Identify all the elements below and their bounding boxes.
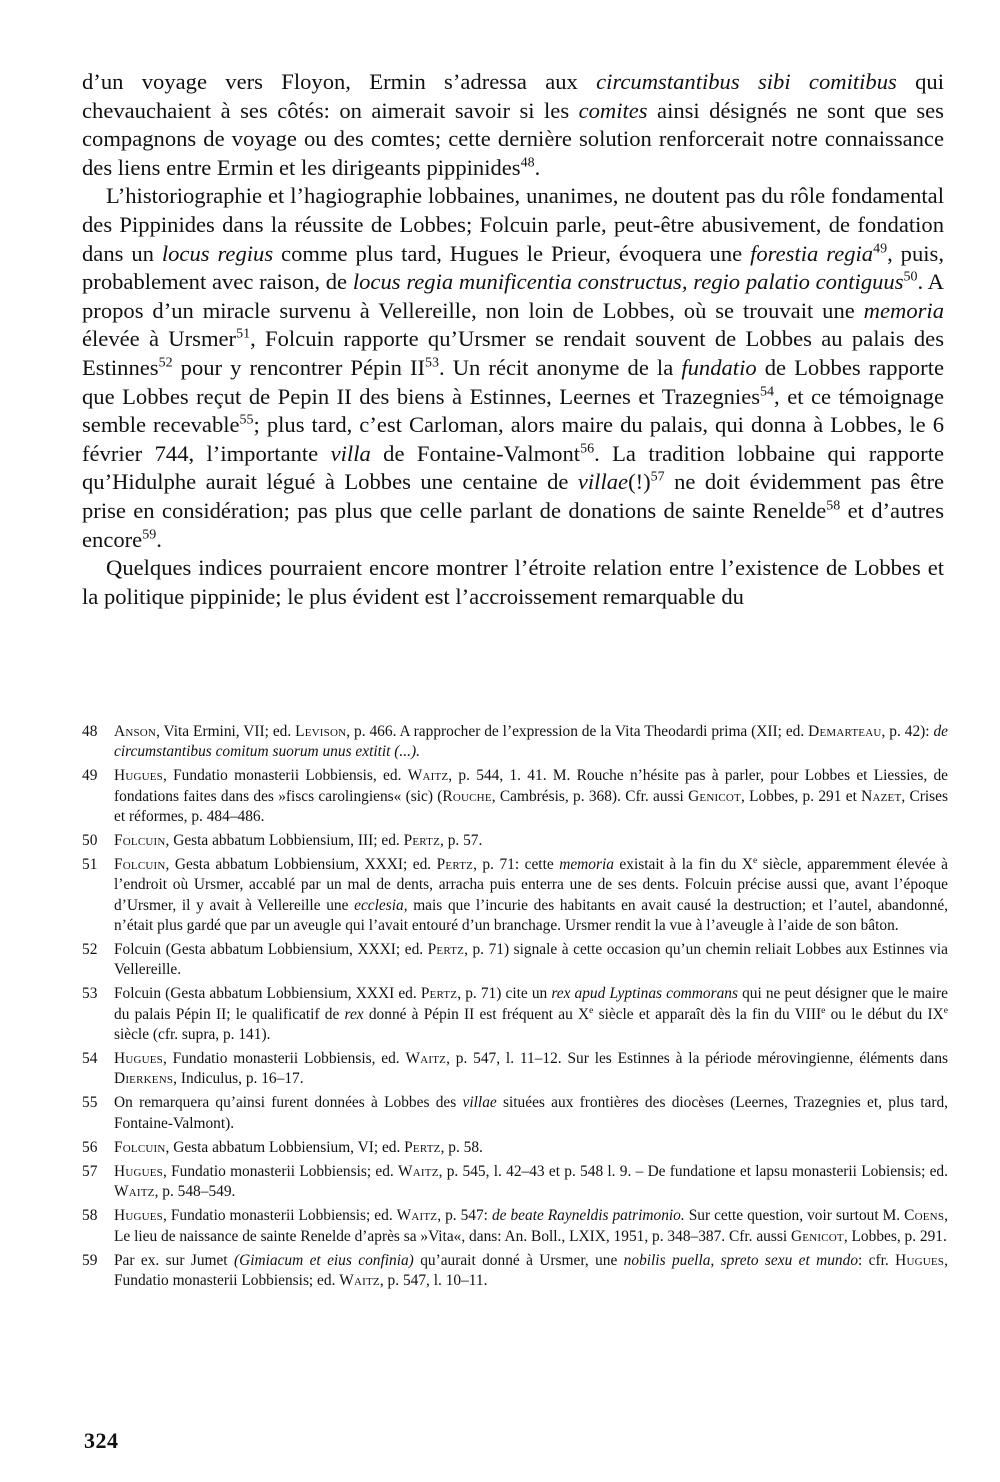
text-run: qui chevauchaient à ses côtés: on aimerait savoir si les (82, 69, 944, 123)
text-run: Par ex. sur Jumet (114, 1251, 234, 1269)
text-run: , Folcuin rapporte qu’Ursmer se rendait souvent de Lobbes au palais des Estinnes (82, 326, 944, 380)
text-run: , Fundatio monasterii Lobbiensis, ed. (162, 767, 408, 785)
text-run: Folcuin (Gesta abbatum Lobbiensium, XXXI; ed. (114, 941, 428, 959)
text-run: , Crises et réformes, p. 484–486. (114, 787, 948, 825)
footnote-text (114, 1094, 948, 1131)
text-run: siècle, apparemment élevée à l’endroit où Ursmer, accablé par un mal de dents, arracha puis enterra une de ses dents. Folcuin précise aussi que, avant l’époque d’Ursmer, il y avait à Vellereille une (114, 856, 949, 914)
author-name: Nazet (861, 787, 902, 805)
text-run: , p. 71: cette (473, 856, 560, 874)
author-name: Pertz (403, 832, 440, 850)
footnote-54 (82, 1049, 948, 1089)
note-reference: e (943, 1004, 949, 1016)
footnote-text (114, 723, 948, 760)
author-name: Waitz (398, 1163, 439, 1181)
text-run: , Vita Ermini, VII; ed. (156, 723, 296, 740)
italic-text: fundatio (681, 354, 757, 380)
italic-text: memoria (559, 856, 614, 874)
author-name: Dierkens (114, 1070, 174, 1088)
text-run: donné à Pépin II est fréquent au X (363, 1005, 590, 1023)
footnote-56 (82, 1138, 948, 1158)
text-run: qui ne peut désigner que le maire du palais Pépin II; le qualificatif de (114, 985, 948, 1023)
footnote-number: 50 (82, 832, 98, 850)
note-reference: 55 (239, 412, 254, 428)
author-name: Pertz (427, 941, 465, 959)
text-run: , Fundatio monasterii Lobbiensis; ed. (162, 1163, 399, 1181)
text-run: , Fundatio monasterii Lobbiensis, ed. (162, 1050, 406, 1068)
author-name: Waitz (396, 1207, 438, 1225)
text-run: ; plus tard, c’est Carloman, alors maire du palais, qui donna à Lobbes, le 6 février 744, l’importante (82, 412, 944, 466)
footnote-text (114, 1163, 948, 1200)
author-name: Levison (295, 723, 347, 740)
footnote-49 (82, 766, 948, 827)
author-name: Anson (114, 723, 157, 740)
footnote-number: 49 (82, 767, 98, 785)
footnote-text (114, 985, 948, 1042)
note-reference: 56 (580, 441, 595, 457)
footnote-50 (82, 831, 948, 851)
text-run: et d’autres encore (82, 497, 944, 552)
italic-text: rex apud Lyptinas commorans (551, 985, 738, 1003)
author-name: Pertz (436, 856, 474, 874)
author-name: Folcuin (114, 1138, 166, 1156)
footnotes-section (82, 722, 948, 1295)
footnote-48 (82, 722, 948, 762)
note-reference: 52 (158, 355, 173, 371)
text-run: , Gesta abbatum Lobbiensium, XXXI; ed. (165, 856, 437, 874)
footnote-text (114, 1207, 948, 1244)
text-run: siècle et apparaît dès la fin du VIII (593, 1005, 822, 1023)
text-run: de Lobbes rapporte que Lobbes reçut de Pepin II des biens à Estinnes, Leernes et Trazegnies (82, 354, 944, 409)
italic-text: ecclesia (354, 896, 404, 914)
text-run: , mais que l’incurie des habitants en avait causé la destruction; et l’autel, abandonné, n’était plus gardé que par un aveugle qui l’avait entouré d’un branchage. Ursmer rendit la vue à l’aveugle à l’aide de son bâton. (114, 896, 949, 934)
footnote-text (114, 1252, 948, 1289)
text-run: comme plus tard, Hugues le Prieur, évoquera une (273, 240, 751, 266)
footnote-number: 56 (82, 1138, 98, 1156)
author-name: Waitz (405, 1050, 447, 1068)
text-run: , Lobbes, p. 291 et (740, 787, 862, 805)
note-reference: 49 (873, 241, 888, 257)
italic-text: nobilis puella, spreto sexu et mundo (623, 1251, 859, 1269)
page-number: 324 (84, 1428, 119, 1453)
note-reference: 57 (650, 469, 665, 485)
italic-text: circumstantibus sibi comitibus (596, 69, 897, 94)
text-run: , p. 71) signale à cette occasion qu’un chemin reliait Lobbes aux Estinnes via Vellereille. (114, 941, 949, 979)
text-run: , p. 42): (881, 723, 934, 740)
text-run: . La tradition lobbaine qui rapporte qu’Hidulphe aurait légué à Lobbes une centaine de (82, 440, 945, 495)
italic-text: locus regius (161, 240, 274, 266)
text-run: siècle (cfr. supra, p. 141). (114, 1025, 271, 1043)
text-run: (!) (628, 469, 651, 495)
text-run: ne doit évidemment pas être prise en considération; pas plus que celle parlant de donations de sainte Renelde (82, 469, 944, 523)
text-run: , p. 466. A rapprocher de l’expression de la Vita Theodardi prima (XII; ed. (346, 723, 809, 740)
footnote-number: 52 (82, 941, 98, 959)
text-run: Sur cette question, voir surtout M. (684, 1207, 905, 1225)
text-run: , Gesta abbatum Lobbiensium, III; ed. (165, 832, 404, 850)
footnote-52 (82, 940, 948, 980)
author-name: Genicot (790, 1227, 844, 1245)
text-run: , p. 547, l. 10–11. (379, 1272, 488, 1290)
footnote-53 (82, 984, 948, 1045)
author-name: Hugues (114, 1207, 163, 1225)
footnote-text (114, 832, 482, 849)
italic-text: de circumstantibus comitum suorum unus extitit (...). (114, 723, 948, 761)
note-reference: 58 (826, 498, 841, 514)
italic-text: memoria (863, 297, 944, 323)
author-name: Hugues (114, 1050, 163, 1068)
text-run: : cfr. (858, 1251, 896, 1269)
text-run: , et ce témoignage semble recevable (82, 383, 944, 438)
text-run: situées aux frontières des diocèses (Leernes, Trazegnies et, plus tard, Fontaine-Valmont). (114, 1094, 948, 1132)
note-reference: e (821, 1004, 826, 1016)
author-name: Waitz (407, 767, 449, 785)
footnote-text (114, 767, 948, 824)
text-run: , p. 57. (440, 832, 483, 850)
italic-text: villae (577, 469, 629, 495)
italic-text: de beate Rayneldis patrimonio. (491, 1207, 685, 1225)
text-run: ou le début du IX (825, 1005, 944, 1023)
footnote-55 (82, 1093, 948, 1133)
footnote-57 (82, 1162, 948, 1202)
note-reference: 54 (760, 384, 775, 399)
author-name: Genicot (688, 787, 741, 805)
text-run: , p. 547, l. 11–12. Sur les Estinnes à la période mérovingienne, éléments dans (446, 1050, 948, 1068)
footnote-number: 51 (82, 856, 98, 874)
text-run: . A propos d’un miracle survenu à Vellereille, non loin de Lobbes, où se trouvait une (82, 269, 944, 323)
text-run: ainsi désignés ne sont que ses compagnons de voyage ou des comtes; cette dernière solution renforcerait notre connaissance des liens entre Ermin et les dirigeants pippinides (82, 97, 944, 180)
text-run: , p. 548–549. (154, 1183, 236, 1201)
text-run: Quelques indices pourraient encore montrer l’étroite relation entre l’existence de Lobbes et la politique pippinide; le plus évident est l’accroissement remarquable du (82, 555, 944, 609)
text-run: , p. 544, 1. 41. M. Rouche n’hésite pas à parler, pour Lobbes et Liessies, de fondations faites dans des »fiscs carolingiens« (sic) ( (114, 767, 948, 805)
text-run: , Cambrésis, p. 368). Cfr. aussi (491, 787, 689, 805)
footnote-text (114, 941, 948, 978)
author-name: Folcuin (114, 856, 166, 874)
author-name: Demarteau (808, 723, 882, 740)
italic-text: comites (578, 97, 648, 123)
footnote-number: 58 (82, 1207, 98, 1225)
footnote-number: 53 (82, 985, 98, 1003)
note-reference: e (752, 855, 758, 867)
footnote-59 (82, 1251, 948, 1291)
text-run: . Un récit anonyme de la (439, 354, 682, 380)
italic-text: forestia regia (750, 240, 874, 266)
author-name: Hugues (114, 1163, 163, 1181)
text-run: . (156, 526, 162, 552)
text-run: , Lobbes, p. 291. (843, 1227, 947, 1245)
note-reference: 51 (236, 326, 251, 342)
text-run: , p. 547: (437, 1207, 492, 1225)
paragraph-p1 (82, 68, 944, 182)
italic-text: locus regia munificentia constructus, regio palatio contiguus (352, 269, 904, 295)
text-run: , Fundatio monasterii Lobbiensis; ed. (114, 1251, 948, 1290)
main-text-body (82, 68, 944, 611)
paragraph-p2 (82, 182, 944, 554)
footnote-number: 59 (82, 1251, 98, 1269)
text-run: , p. 71) cite un (457, 985, 552, 1003)
note-reference: e (589, 1004, 594, 1016)
italic-text: rex (344, 1005, 364, 1023)
footnote-text (114, 1139, 483, 1156)
author-name: Waitz (339, 1272, 380, 1290)
footnote-number: 54 (82, 1050, 98, 1068)
footnote-text (114, 856, 948, 934)
text-run: L’historiographie et l’hagiographie lobbaines, unanimes, ne doutent pas du rôle fondamental des Pippinides dans la réussite de Lobbes; Folcuin parle, peut-être abusivement, de fondation dans un (82, 183, 944, 266)
paragraph-p3 (82, 554, 944, 611)
author-name: Rouche (442, 787, 492, 805)
note-reference: 59 (142, 526, 157, 542)
text-run: Folcuin (Gesta abbatum Lobbiensium, XXXI ed. (114, 985, 421, 1003)
author-name: Folcuin (114, 832, 166, 850)
text-run: , puis, probablement avec raison, de (82, 240, 944, 295)
text-run: , Fundatio monasterii Lobbiensis; ed. (162, 1207, 397, 1225)
footnote-text (114, 1050, 948, 1087)
author-name: Coens (904, 1207, 945, 1225)
text-run: élevée à Ursmer (82, 326, 237, 352)
text-run: existait à la fin du X (613, 856, 753, 874)
note-reference: 50 (903, 269, 918, 285)
text-run: , Le lieu de naissance de sainte Renelde d’après sa »Vita«, dans: An. Boll., LXIX, 1951, p. 348–387. Cfr. aussi (114, 1207, 948, 1245)
author-name: Pertz (420, 985, 458, 1003)
text-run: , p. 58. (440, 1138, 483, 1156)
footnote-58 (82, 1206, 948, 1246)
footnote-number: 48 (82, 723, 98, 740)
italic-text: villae (462, 1094, 497, 1112)
note-reference: 53 (425, 355, 440, 371)
text-run: de Fontaine-Valmont (370, 440, 581, 466)
author-name: Hugues (114, 767, 163, 785)
text-run: , Gesta abbatum Lobbiensium, VI; ed. (165, 1138, 405, 1156)
text-run: . (534, 154, 541, 180)
text-run: , p. 545, l. 42–43 et p. 548 l. 9. – De fundatione et lapsu monasterii Lobiensis; ed. (438, 1163, 948, 1181)
footnote-51 (82, 855, 948, 936)
footnote-number: 57 (82, 1163, 98, 1181)
footnote-number: 55 (82, 1094, 98, 1112)
note-reference: 48 (520, 155, 535, 171)
text-run: , Indiculus, p. 16–17. (173, 1070, 304, 1088)
author-name: Waitz (114, 1183, 155, 1201)
italic-text: (Gimiacum et eius confinia) (233, 1251, 414, 1269)
text-run: pour y rencontrer Pépin II (172, 354, 426, 380)
italic-text: villa (330, 440, 371, 466)
author-name: Hugues (895, 1251, 945, 1269)
text-run: On remarquera qu’ainsi furent données à Lobbes des (114, 1094, 463, 1112)
text-run: d’un voyage vers Floyon, Ermin s’adressa aux (82, 69, 597, 94)
text-run: qu’aurait donné à Ursmer, une (413, 1251, 624, 1269)
author-name: Pertz (404, 1138, 441, 1156)
